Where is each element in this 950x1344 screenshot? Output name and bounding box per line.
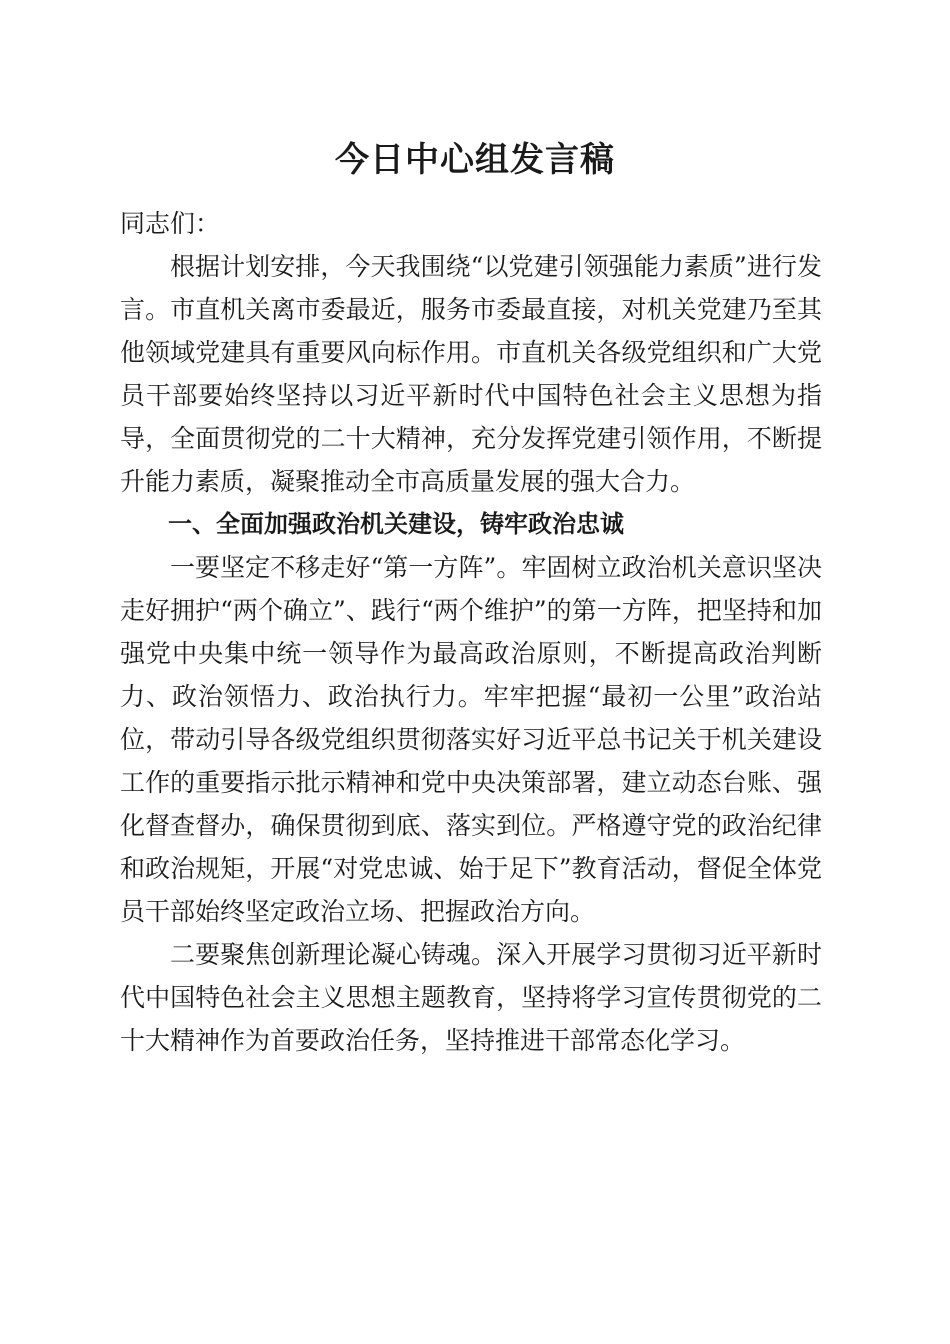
document-body: [120, 202, 822, 1062]
paragraph-intro: 根据计划安排，今天我围绕“以党建引领强能力素质”进行发言。市直机关离市委最近，服务市委最直接，对机关党建乃至其他领域党建具有重要风向标作用。市直机关各级党组织和广大党员干部要始终坚持以习近平新时代中国特色社会主义思想为指导，全面贯彻党的二十大精神，充分发挥党建引领作用，不断提升能力素质，凝聚推动全市高质量发展的强大合力。: [120, 252, 822, 496]
salutation: 同志们：: [120, 209, 221, 238]
paragraph-point-1: 一要坚定不移走好“第一方阵”。牢固树立政治机关意识坚决走好拥护“两个确立”、践行“两个维护”的第一方阵，把坚持和加强党中央集中统一领导作为最高政治原则，不断提高政治判断力、政治领悟力、政治执行力。牢牢把握“最初一公里”政治站位，带动引导各级党组织贯彻落实好习近平总书记关于机关建设工作的重要指示批示精神和党中央决策部署，建立动态台账、强化督查督办，确保贯彻到底、落实到位。严格遵守党的政治纪律和政治规矩，开展“对党忠诚、始于足下”教育活动，督促全体党员干部始终坚定政治立场、把握政治方向。: [120, 553, 822, 926]
section-heading-1: 一、全面加强政治机关建设，铸牢政治忠诚: [168, 510, 624, 538]
paragraph-point-2: 二要聚焦创新理论凝心铸魂。深入开展学习贯彻习近平新时代中国特色社会主义思想主题教育，坚持将学习宣传贯彻党的二十大精神作为首要政治任务，坚持推进干部常态化学习。: [120, 940, 822, 1055]
document-title: 今日中心组发言稿: [335, 140, 615, 180]
